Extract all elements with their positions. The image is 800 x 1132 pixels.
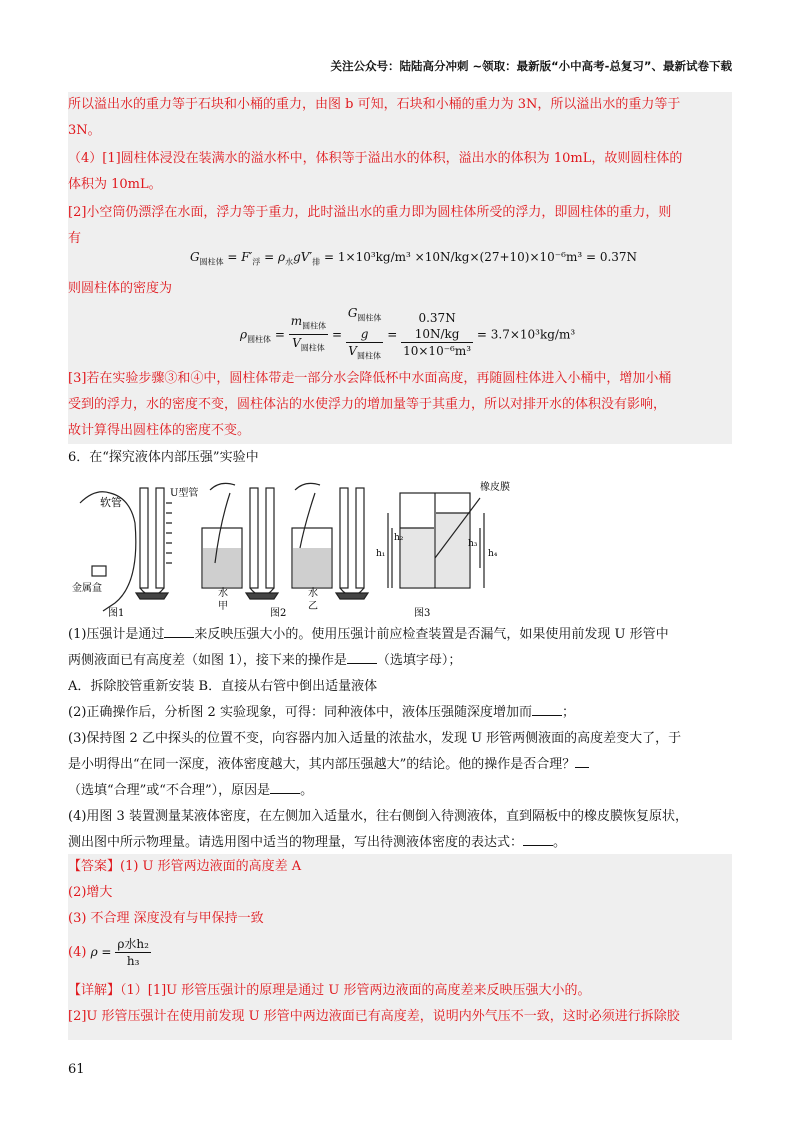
- q3-part-d: 。: [300, 783, 314, 798]
- label-u-tube: U型管: [170, 488, 199, 499]
- answer-4-lhs: ρ =: [90, 945, 112, 959]
- text-line: 3N。: [68, 123, 101, 138]
- q3-part-b: 是小明得出“在同一深度，液体密度越大，其内部压强越大”的结论。他的操作是否合理？: [68, 757, 576, 772]
- label-fig3: 图3: [414, 608, 431, 618]
- answer-4-denominator: h₃: [126, 954, 140, 968]
- q4-part-c: 。: [553, 835, 567, 850]
- text-line: 则圆柱体的密度为: [68, 281, 173, 296]
- question-title: 6．在“探究液体内部压强”实验中: [68, 450, 259, 465]
- label-h4: h₄: [488, 549, 498, 559]
- label-rubber-membrane: 橡皮膜: [480, 482, 510, 493]
- text-line: [2]小空筒仍漂浮在水面，浮力等于重力，此时溢出水的重力即为圆柱体所受的浮力，即圆柱体的重力，则: [68, 205, 672, 220]
- q4-part-b: 测出图中所示物理量。请选用图中适当的物理量，写出待测液体密度的表达式：: [68, 835, 524, 850]
- answer-line-formula: [68, 932, 732, 972]
- blank: [523, 833, 553, 846]
- q1-part-c: 两侧液面已有高度差（如图 1），接下来的操作是: [68, 653, 347, 668]
- options-line: A．拆除胶管重新安装 B．直接从右管中倒出适量液体: [68, 679, 378, 694]
- blank: [575, 755, 589, 768]
- page-number: 61: [68, 1062, 85, 1077]
- question-line: [68, 648, 732, 674]
- question-line: (4)用图 3 装置测量某液体密度，在左侧加入适量水，往右侧倒入待测液体，直到隔板中的橡皮膜恢复原状，: [68, 809, 688, 824]
- q2-part-b: ；: [561, 705, 575, 720]
- q1-part-d: （选填字母）；: [376, 653, 462, 668]
- text-line: [3]若在实验步骤③和④中，圆柱体带走一部分水会降低杯中水面高度，再随圆柱体进入小桶中，增加小桶: [68, 371, 672, 386]
- q1-part-a: (1)压强计是通过: [68, 627, 165, 642]
- label-h1: h₁: [376, 549, 386, 559]
- detail-line: 【详解】（1）[1]U 形管压强计的原理是通过 U 形管两边液面的高度差来反映压强大小的。: [68, 983, 591, 998]
- label-yi: 乙: [308, 601, 318, 612]
- page-header: 关注公众号：陆陆高分冲刺 ~领取：最新版“小中高考-总复习”、最新试卷下载: [330, 59, 732, 73]
- density-v-value: 10×10⁻⁶m³: [403, 344, 472, 359]
- answer-4-prefix: (4): [68, 945, 87, 960]
- answer-block: [68, 854, 732, 1040]
- detail-line: [2]U 形管压强计在使用前发现 U 形管中两边液面已有高度差，说明内外气压不一致，这时必须进行拆除胶: [68, 1009, 680, 1024]
- density-formula: $\rho_{圆柱体}$ = $\frac{m_{圆柱体}}{V_{圆柱体}}$ = $G_{圆柱体}$ g $V_{圆柱体}$ = 0.37N 10N/kg 10×10⁻⁶m³ = 3.7×10³kg/m³: [240, 306, 576, 361]
- label-water-1: 水: [218, 588, 228, 599]
- density-result: = 3.7×10³kg/m³: [476, 327, 576, 342]
- label-fig1: 图1: [108, 608, 125, 618]
- question-line: [68, 622, 732, 648]
- text-line: 故计算得出圆柱体的密度不变。: [68, 423, 251, 438]
- answer-line: (2)增大: [68, 885, 113, 900]
- question-line: [68, 830, 732, 856]
- text-line: 受到的浮力，水的密度不变，圆柱体沾的水使浮力的增加量等于其重力，所以对排开水的体积没有影响，: [68, 397, 667, 412]
- question-line: [68, 700, 732, 726]
- answer-4-numerator: ρ水h₂: [117, 937, 149, 951]
- answer-line: (3) 不合理 深度没有与甲保持一致: [68, 911, 264, 926]
- question-line: [68, 752, 732, 778]
- text-line: 有: [68, 231, 82, 246]
- gravity-formula: $G_{圆柱体} = F'_浮 = \rho_水gV'_排 = 1\times 10^3kg/m^3 \times 10N/kg\times(27+10)\times 10^{-6}m^3 = 0.37N$: [190, 250, 638, 267]
- label-ruanguan: 软管: [100, 496, 122, 509]
- text-line: （4）[1]圆柱体浸没在装满水的溢水杯中，体积等于溢出水的体积，溢出水的体积为 10mL，故则圆柱体的: [68, 151, 683, 166]
- question-line: [68, 778, 732, 804]
- question-line: (3)保持图 2 乙中探头的位置不变，向容器内加入适量的浓盐水，发现 U 形管两侧液面的高度差变大了，于: [68, 731, 682, 746]
- blank: [532, 703, 562, 716]
- text-line: 体积为 10mL。: [68, 177, 162, 192]
- q3-part-c: （选填“合理”或“不合理”），原因是: [68, 783, 271, 798]
- blank: [270, 781, 300, 794]
- density-g-value: 0.37N: [418, 311, 456, 326]
- blank: [164, 625, 194, 638]
- gravity-formula-rhs: 1×10³kg/m³ ×10N/kg×(27+10)×10⁻⁶m³ = 0.37N: [337, 250, 638, 264]
- q2-part-a: (2)正确操作后，分析图 2 实验现象，可得：同种液体中，液体压强随深度增加而: [68, 705, 532, 720]
- experiment-figures: [70, 468, 550, 618]
- label-jia: 甲: [218, 601, 228, 612]
- label-water-2: 水: [308, 588, 318, 599]
- label-h3: h₃: [468, 539, 478, 549]
- q1-part-b: 来反映压强大小的。使用压强计前应检查装置是否漏气，如果使用前发现 U 形管中: [194, 627, 669, 642]
- density-gn-value: 10N/kg: [401, 326, 473, 343]
- label-fig2: 图2: [270, 608, 287, 618]
- label-h2: h₂: [394, 533, 404, 543]
- answer-line: 【答案】(1) U 形管两边液面的高度差 A: [68, 859, 302, 874]
- label-metal-box: 金属盒: [72, 583, 102, 594]
- blank: [347, 651, 377, 664]
- text-line: 所以溢出水的重力等于石块和小桶的重力，由图 b 可知，石块和小桶的重力为 3N，所以溢出水的重力等于: [68, 97, 681, 112]
